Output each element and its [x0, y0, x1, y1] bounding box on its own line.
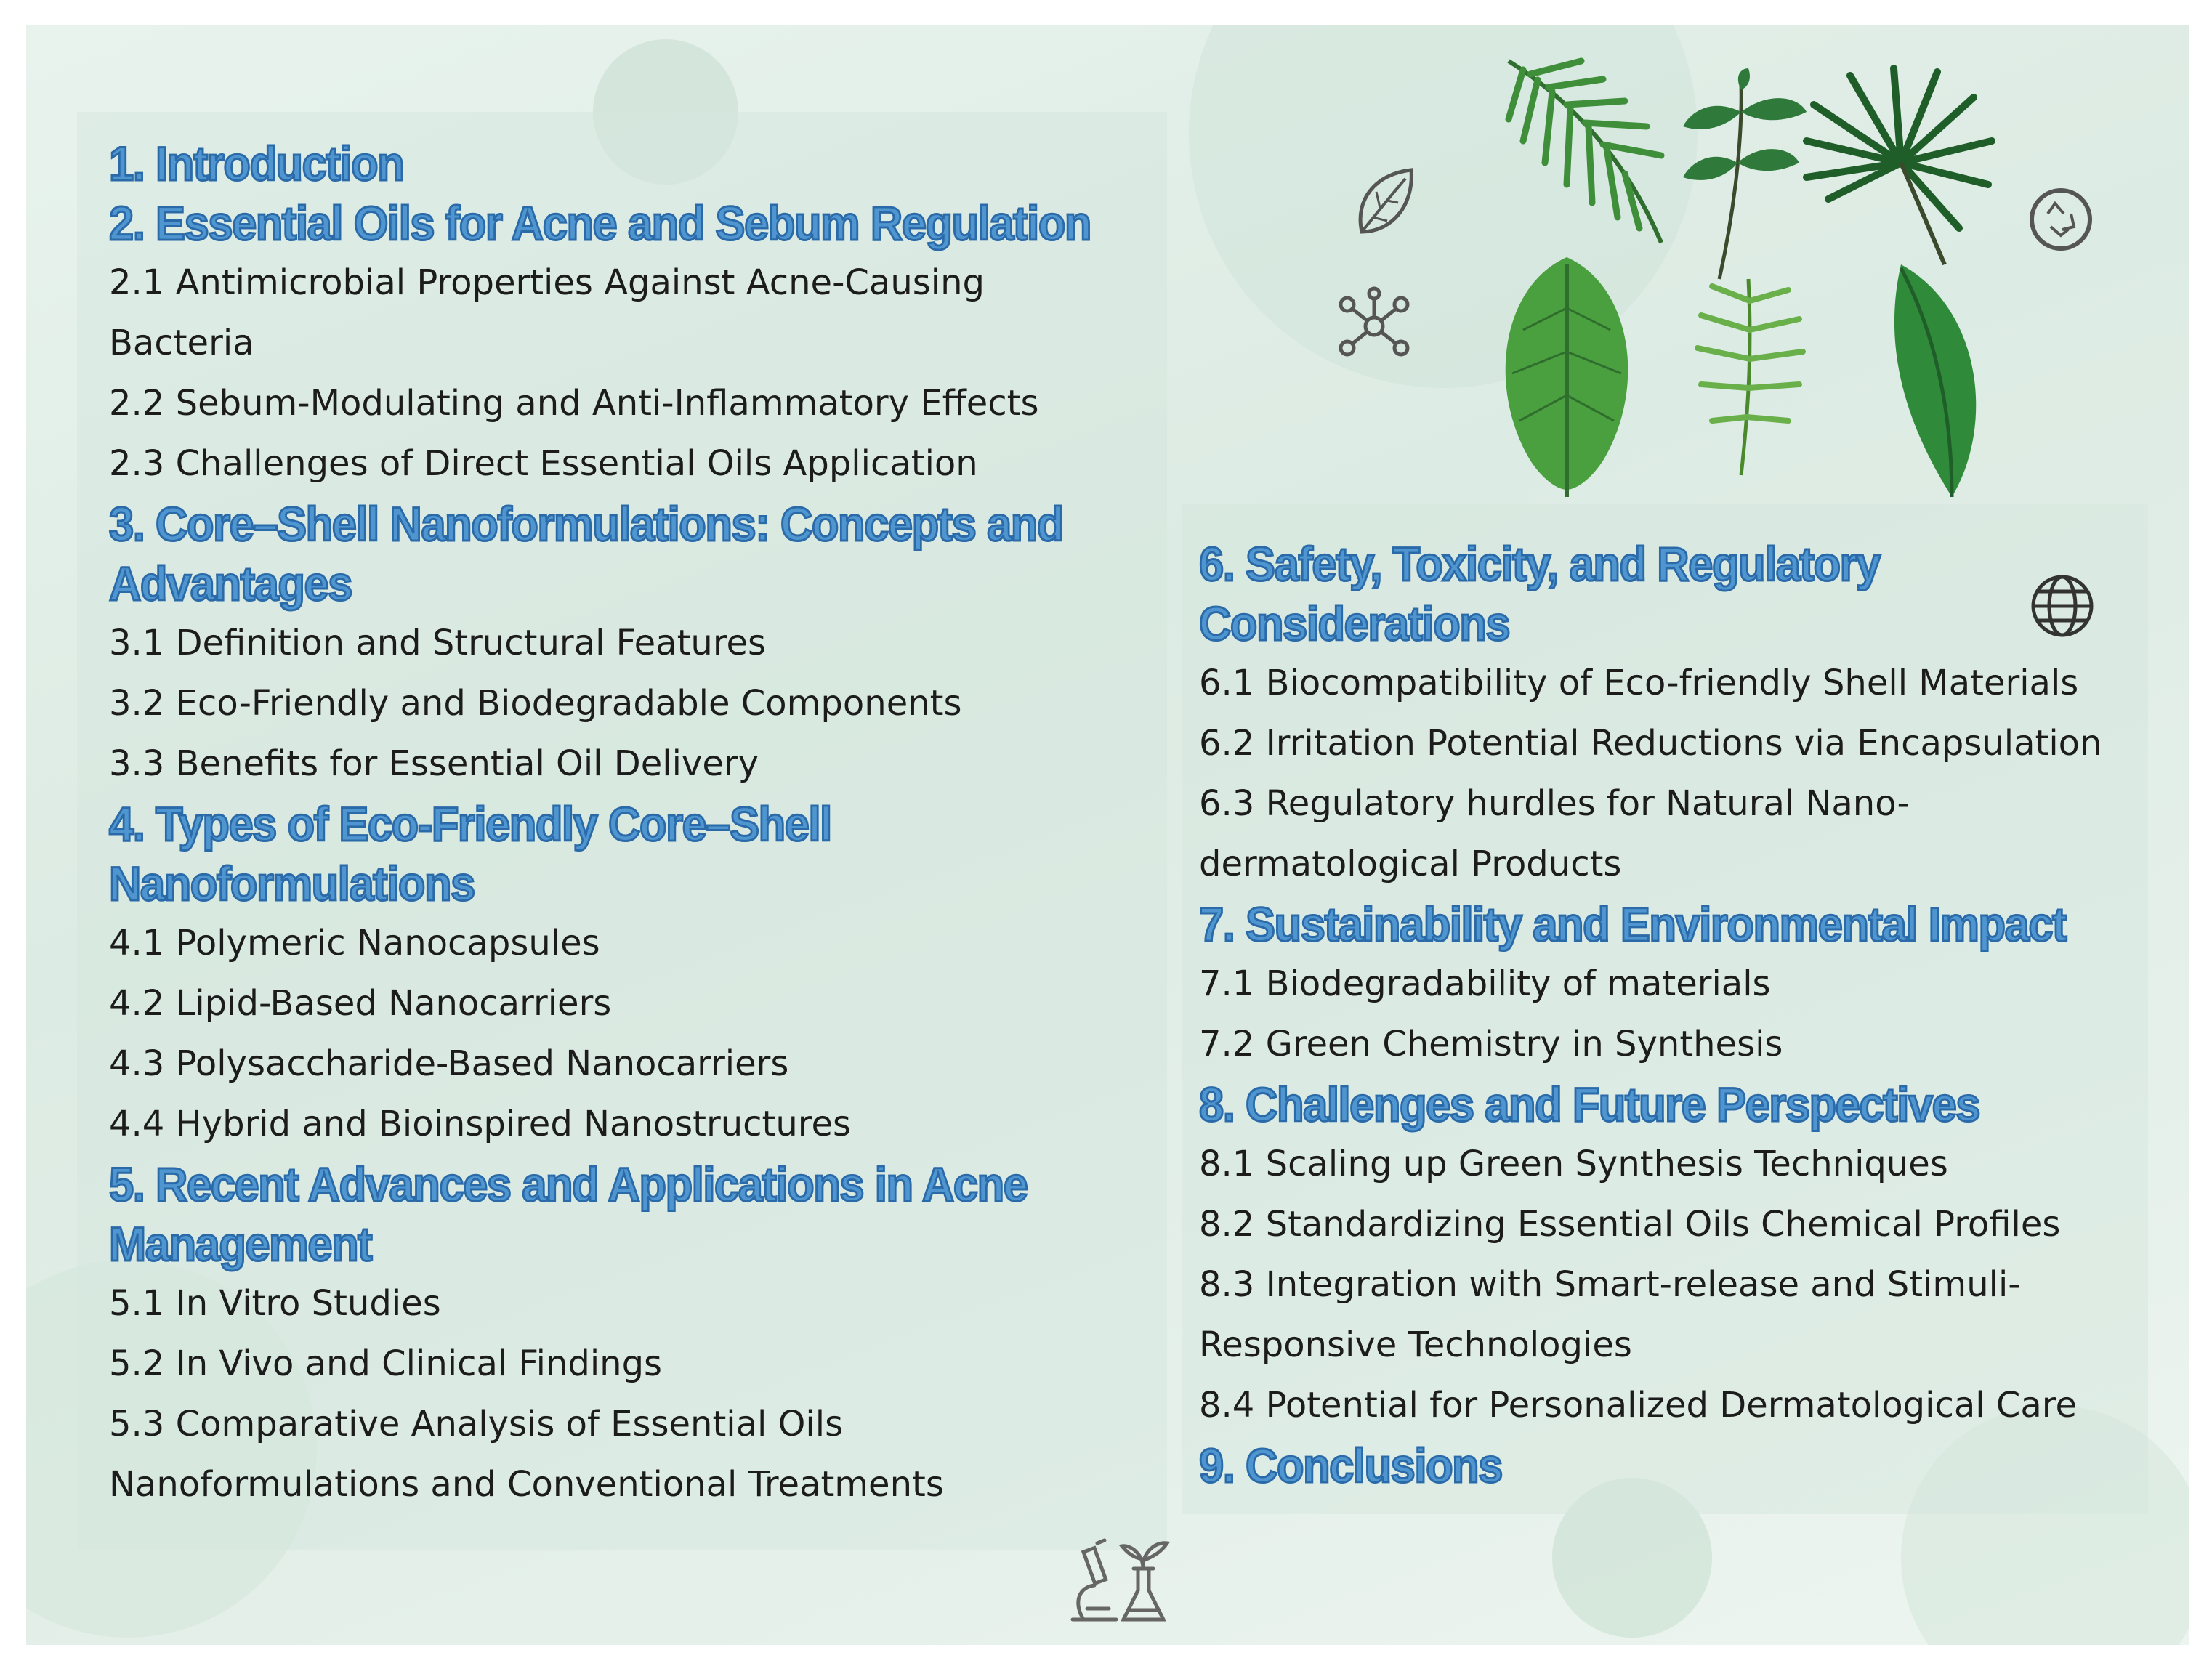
- subsection-item: 2.1 Antimicrobial Properties Against Acne-Causing: [109, 262, 985, 303]
- subsection-item: 3.1 Definition and Structural Features: [109, 623, 767, 663]
- subsection-item: 4.2 Lipid-Based Nanocarriers: [109, 983, 612, 1024]
- toc-left-column: [109, 134, 1184, 1515]
- subsection-item: Responsive Technologies: [1199, 1325, 1632, 1365]
- microscope-flask-icon: [1058, 1529, 1174, 1630]
- molecule-icon: [1334, 286, 1414, 366]
- section-heading: 2. Essential Oils for Acne and Sebum Regulation: [109, 196, 1091, 250]
- section-heading: 7. Sustainability and Environmental Impact: [1199, 897, 2067, 951]
- section-heading-continuation: Advantages: [109, 557, 352, 610]
- subsection-item: 4.4 Hybrid and Bioinspired Nanostructures: [109, 1104, 852, 1144]
- toc-right-column: [1199, 534, 2187, 1495]
- subsection-item: 5.1 In Vitro Studies: [109, 1283, 441, 1324]
- section-heading: 8. Challenges and Future Perspectives: [1199, 1077, 1980, 1131]
- subsection-item: 2.3 Challenges of Direct Essential Oils Application: [109, 443, 978, 484]
- infographic-canvas: [26, 25, 2189, 1645]
- section-heading: 3. Core–Shell Nanoformulations: Concepts and: [109, 497, 1064, 551]
- section-heading: 6. Safety, Toxicity, and Regulatory: [1199, 537, 1880, 591]
- fern-leaf-icon: [1480, 39, 1683, 257]
- subsection-item: 3.2 Eco-Friendly and Biodegradable Components: [109, 683, 962, 724]
- lance-leaf-icon: [1872, 250, 2003, 512]
- subsection-item: 7.2 Green Chemistry in Synthesis: [1199, 1024, 1783, 1064]
- broad-leaf-icon: [1480, 243, 1654, 504]
- section-heading: 4. Types of Eco-Friendly Core–Shell: [109, 797, 831, 851]
- subsection-item: 6.1 Biocompatibility of Eco-friendly Shell Materials: [1199, 663, 2079, 703]
- subsection-item: 4.3 Polysaccharide-Based Nanocarriers: [109, 1043, 789, 1084]
- subsection-item: 7.1 Biodegradability of materials: [1199, 963, 1771, 1004]
- subsection-item: 8.3 Integration with Smart-release and Stimuli-: [1199, 1264, 2021, 1305]
- subsection-item: dermatological Products: [1199, 844, 1622, 884]
- globe-icon: [2027, 571, 2097, 641]
- section-heading-continuation: Management: [109, 1217, 372, 1271]
- section-heading: 1. Introduction: [109, 137, 404, 190]
- subsection-item: 5.3 Comparative Analysis of Essential Oils: [109, 1404, 844, 1444]
- subsection-item: 4.1 Polymeric Nanocapsules: [109, 923, 600, 963]
- section-heading: 5. Recent Advances and Applications in Acne: [109, 1157, 1028, 1211]
- subsection-item: 8.1 Scaling up Green Synthesis Techniques: [1199, 1144, 1948, 1184]
- section-heading-continuation: Considerations: [1199, 597, 1510, 650]
- subsection-item: 2.2 Sebum-Modulating and Anti-Inflammatory Effects: [109, 383, 1039, 424]
- subsection-item: 3.3 Benefits for Essential Oil Delivery: [109, 743, 759, 784]
- subsection-item: 8.4 Potential for Personalized Dermatological Care: [1199, 1385, 2078, 1426]
- subsection-item: 5.2 In Vivo and Clinical Findings: [109, 1343, 663, 1384]
- subsection-item: Bacteria: [109, 323, 254, 363]
- subsection-item: 6.2 Irritation Potential Reductions via Encapsulation: [1199, 723, 2102, 764]
- section-heading-continuation: Nanoformulations: [109, 857, 475, 910]
- recycle-icon: [2026, 185, 2096, 254]
- section-heading: 9. Conclusions: [1199, 1439, 1503, 1492]
- palm-leaf-icon: [1785, 54, 2003, 272]
- subsection-item: 6.3 Regulatory hurdles for Natural Nano-: [1199, 783, 1910, 824]
- subsection-item: Nanoformulations and Conventional Treatments: [109, 1464, 944, 1505]
- fern-frond-icon: [1668, 264, 1828, 482]
- leaf-outline-icon: [1347, 163, 1420, 243]
- subsection-item: 8.2 Standardizing Essential Oils Chemical Profiles: [1199, 1204, 2061, 1245]
